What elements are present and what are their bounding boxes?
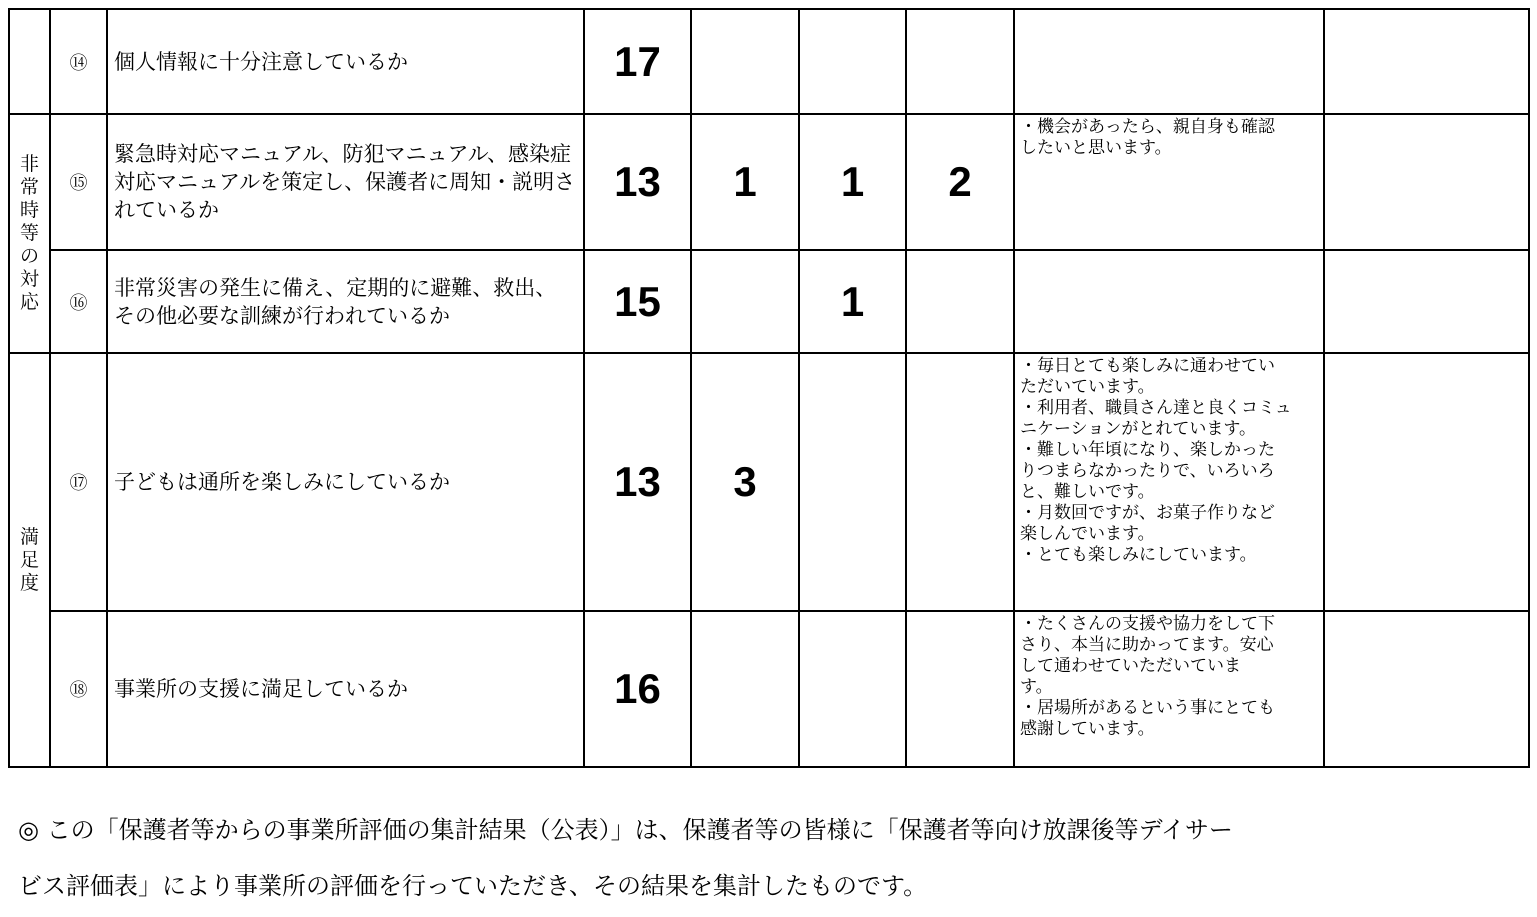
comment-cell	[1014, 250, 1324, 353]
comment-cell	[1014, 9, 1324, 114]
count-unknown	[906, 611, 1014, 767]
count-no: 1	[799, 250, 906, 353]
count-no	[799, 9, 906, 114]
table-row	[9, 353, 1529, 611]
footnote-line-1: ◎ この「保護者等からの事業所評価の集計結果（公表）」は、保護者等の皆様に「保護者等向け放課後等デイサー	[18, 816, 1233, 844]
item-number: ⑭	[50, 9, 107, 114]
response-cell	[1324, 611, 1529, 767]
evaluation-table	[8, 8, 1530, 768]
count-yes: 15	[584, 250, 691, 353]
question-text: 個人情報に十分注意しているか	[107, 9, 584, 114]
category-label: 非 常 時 等 の 対 応	[19, 153, 39, 313]
category-cell-previous	[9, 9, 50, 114]
question-text: 緊急時対応マニュアル、防犯マニュアル、感染症対応マニュアルを策定し、保護者に周知・説明されているか	[107, 114, 584, 250]
table-row	[9, 9, 1529, 114]
question-text: 事業所の支援に満足しているか	[107, 611, 584, 767]
count-no	[799, 353, 906, 611]
item-number: ⑱	[50, 611, 107, 767]
count-unknown	[906, 9, 1014, 114]
count-somewhat	[691, 250, 799, 353]
count-yes: 17	[584, 9, 691, 114]
table-row	[9, 611, 1529, 767]
count-unknown	[906, 353, 1014, 611]
count-unknown: 2	[906, 114, 1014, 250]
count-somewhat	[691, 611, 799, 767]
question-text: 子どもは通所を楽しみにしているか	[107, 353, 584, 611]
category-label: 満 足 度	[19, 525, 39, 594]
category-satisfaction	[9, 353, 50, 767]
table-row	[9, 114, 1529, 250]
comment-cell: ・機会があったら、親自身も確認 したいと思います。	[1014, 114, 1324, 250]
count-no	[799, 611, 906, 767]
count-yes: 16	[584, 611, 691, 767]
comment-cell: ・毎日とても楽しみに通わせてい ただいています。 ・利用者、職員さん達と良くコミュ ニケーションがとれています。 ・難しい年頃になり、楽しかった りつまらなかったりで、いろいろ と、難しいです。 ・月数回ですが、お菓子作りなど 楽しんでいます。 ・とても楽しみにしています。	[1014, 353, 1324, 611]
count-somewhat: 1	[691, 114, 799, 250]
item-number: ⑯	[50, 250, 107, 353]
count-somewhat: 3	[691, 353, 799, 611]
category-emergency	[9, 114, 50, 353]
item-number: ⑰	[50, 353, 107, 611]
count-unknown	[906, 250, 1014, 353]
response-cell	[1324, 114, 1529, 250]
question-text: 非常災害の発生に備え、定期的に避難、救出、その他必要な訓練が行われているか	[107, 250, 584, 353]
response-cell	[1324, 353, 1529, 611]
count-somewhat	[691, 9, 799, 114]
footnote-line-2: ビス評価表」により事業所の評価を行っていただき、その結果を集計したものです。	[18, 872, 928, 900]
count-no: 1	[799, 114, 906, 250]
table-row	[9, 250, 1529, 353]
item-number: ⑮	[50, 114, 107, 250]
count-yes: 13	[584, 114, 691, 250]
response-cell	[1324, 9, 1529, 114]
comment-cell: ・たくさんの支援や協力をして下 さり、本当に助かってます。安心 して通わせていただいていま す。 ・居場所があるという事にとても 感謝しています。	[1014, 611, 1324, 767]
response-cell	[1324, 250, 1529, 353]
count-yes: 13	[584, 353, 691, 611]
